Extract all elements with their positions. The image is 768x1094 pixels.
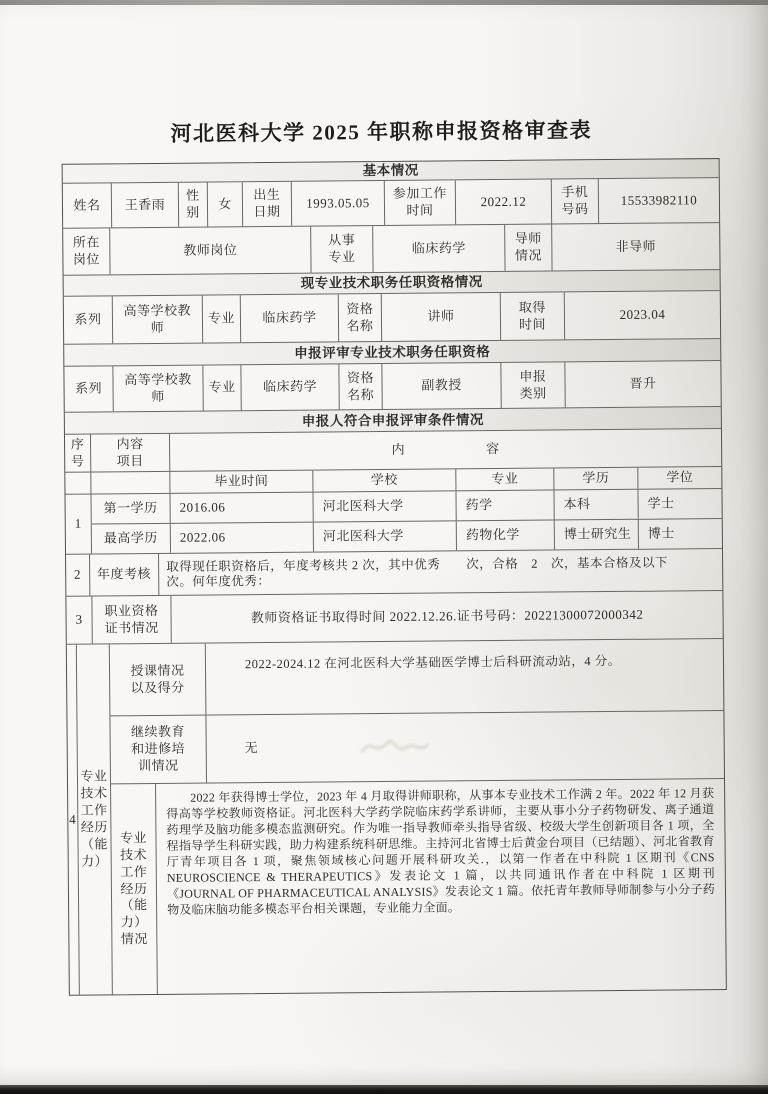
no-column-header: 序号 — [65, 435, 91, 472]
assessment-row — [66, 549, 722, 597]
apply-type-label: 申报类别 — [501, 362, 565, 408]
current-major-value: 临床药学 — [241, 294, 339, 342]
birth-date-text: 1993.05.05 — [306, 194, 370, 211]
training-text: 无 — [244, 740, 259, 756]
training-content — [206, 711, 724, 783]
apply-title-label: 资格名称 — [339, 364, 382, 409]
work-experience-label: 专业技术工作经历（能力）情况 — [111, 784, 158, 994]
experience-row — [67, 639, 726, 995]
highest-degree-date: 2022.06 — [171, 523, 314, 553]
row-no-4: 4 — [67, 645, 80, 995]
current-title-label: 资格名称 — [339, 294, 382, 341]
apply-title-value: 副教授 — [382, 363, 501, 409]
first-degree-degree: 学士 — [647, 495, 675, 511]
apply-type-value: 晋升 — [629, 375, 657, 391]
birth-date-value — [292, 181, 385, 226]
work-experience-content — [156, 779, 726, 994]
qualification-review-table — [62, 158, 727, 996]
post-value: 教师岗位 — [110, 227, 311, 275]
sheet — [0, 1, 768, 1090]
section-basic-header: 基本情况 — [362, 162, 419, 179]
basic-row-2 — [63, 223, 719, 276]
current-obtain-label: 取得时间 — [501, 292, 565, 340]
edu-col-school: 学校 — [313, 469, 456, 491]
basic-row-1 — [63, 178, 719, 229]
name-label: 姓名 — [63, 183, 112, 227]
scan-edge-top — [0, 0, 768, 5]
empty-cell — [65, 473, 91, 494]
first-degree-label: 第一学历 — [91, 494, 170, 524]
apply-qual-row — [64, 361, 720, 413]
phone-label: 手机号码 — [552, 179, 599, 223]
training-label: 继续教育和进修培训情况 — [110, 716, 207, 784]
current-obtain-value: 2023.04 — [619, 306, 666, 322]
row-no-2: 2 — [66, 555, 90, 596]
highest-degree-label: 最高学历 — [92, 524, 171, 554]
highest-degree-row — [92, 519, 722, 553]
experience-subtable — [110, 639, 726, 994]
education-subtable — [91, 489, 721, 553]
highest-degree-school: 河北医科大学 — [314, 521, 457, 551]
assessment-label: 年度考核 — [90, 554, 160, 596]
teaching-label: 授课情况以及得分 — [110, 644, 207, 716]
current-title-value: 讲师 — [382, 293, 501, 341]
edu-col-major: 专业 — [456, 469, 554, 491]
form-title: 河北医科大学 2025 年职称申报资格审查表 — [170, 118, 593, 146]
mentor-value: 非导师 — [615, 238, 657, 254]
gender-value: 女 — [208, 182, 243, 226]
experience-label: 专业技术工作经历（能力） — [77, 644, 113, 994]
first-degree-school: 河北医科大学 — [313, 491, 456, 521]
section-current-qual-header: 现专业技术职务任职资格情况 — [300, 274, 483, 291]
birth-date-label: 出生日期 — [243, 182, 292, 226]
section-conditions-header: 申报人符合申报评审条件情况 — [301, 411, 484, 429]
item-column-header: 内容项目 — [91, 434, 170, 472]
certificate-content: 教师资格证书取得时间 2022.12.26.证书号码：20221300072000342 — [250, 606, 644, 626]
teaching-subrow — [110, 639, 724, 716]
first-degree-date: 2016.06 — [170, 493, 313, 523]
education-row — [65, 489, 721, 555]
highest-degree-major: 药物化学 — [457, 521, 555, 551]
work-experience-subrow — [111, 779, 726, 994]
scan-edge-bottom — [0, 1085, 768, 1094]
empty-cell — [91, 472, 170, 494]
current-major-label: 专业 — [203, 295, 241, 342]
profession-value: 临床药学 — [373, 225, 505, 272]
apply-major-value: 临床药学 — [241, 364, 339, 410]
first-degree-level: 本科 — [554, 490, 638, 520]
current-series-value: 高等学校教师 — [113, 296, 203, 344]
edu-col-degree: 学位 — [666, 469, 694, 485]
certificate-row — [66, 591, 722, 645]
apply-series-label: 系列 — [64, 366, 113, 411]
row-no-1: 1 — [65, 495, 92, 554]
scanned-paper — [0, 4, 768, 1086]
gender-label: 性别 — [179, 183, 208, 227]
first-degree-major: 药学 — [456, 491, 554, 521]
apply-series-value: 高等学校教师 — [113, 366, 203, 412]
assessment-content: 取得现任职资格后，年度考核共 2 次，其中优秀 次，合格 2 次，基本合格及以下 次。何年度优秀： — [166, 555, 695, 589]
teaching-content: 2022-2024.12 在河北医科大学基础医学博士后科研流动站，4 分。 — [244, 653, 621, 672]
phone-value: 15533982110 — [620, 191, 698, 208]
certificate-label: 职业资格证书情况 — [92, 596, 171, 644]
mentor-label: 导师情况 — [505, 225, 552, 271]
work-start-label: 参加工作时间 — [385, 180, 456, 225]
profession-label: 从事专业 — [311, 226, 373, 273]
conditions-columns-row — [65, 429, 721, 473]
training-subrow — [110, 711, 724, 784]
highest-degree-degree: 博士 — [647, 525, 675, 541]
work-experience-text: 2022 年获得博士学位，2023 年 4 月取得讲师职称，从事本专业技术工作满 2 年。2022 年 12 月获得高等学校教师资格证。河北医科大学药学院临床药学系讲师，主要从事小分子药物研发、离子通道药理学及脑功能多模态监测研究。作为唯一指导教师牵头指导省级、校级大学生创新项目各 1 项，全程指导学生科研实践，助力构建系统科研思维。主持河北省博士后黄金台项目（已结题）、河北省教育厅青年项目各 1 项，聚焦领域核心问题开展科研攻关.，以第一作者在中科院 1 区期刊《CNS NEUROSCIENCE & THERAPEUTICS》发表论文 1 篇，以共同通讯作者在中科院 1 区期刊《JOURNAL OF PHARMACEUTICAL ANALYSIS》发表论文 1 篇。依托青年教师导师制参与小分子药物及临床脑功能多模态平台相关课题，专业能力全面。 — [166, 786, 716, 917]
apply-major-label: 专业 — [203, 365, 241, 410]
name-value: 王香雨 — [112, 183, 179, 228]
edu-col-date: 毕业时间 — [170, 471, 313, 493]
section-apply-qual-header: 申报评审专业技术职务任职资格 — [294, 343, 491, 361]
work-start-value: 2022.12 — [456, 180, 552, 225]
ink-bleed-mark — [355, 728, 432, 765]
content-column-header: 内 容 — [391, 441, 500, 457]
row-no-3: 3 — [66, 597, 92, 644]
post-label: 所在岗位 — [63, 228, 110, 274]
highest-degree-level: 博士研究生 — [555, 520, 639, 550]
edu-col-level: 学历 — [554, 468, 638, 490]
current-qual-row — [64, 291, 720, 345]
current-series-label: 系列 — [64, 296, 113, 343]
